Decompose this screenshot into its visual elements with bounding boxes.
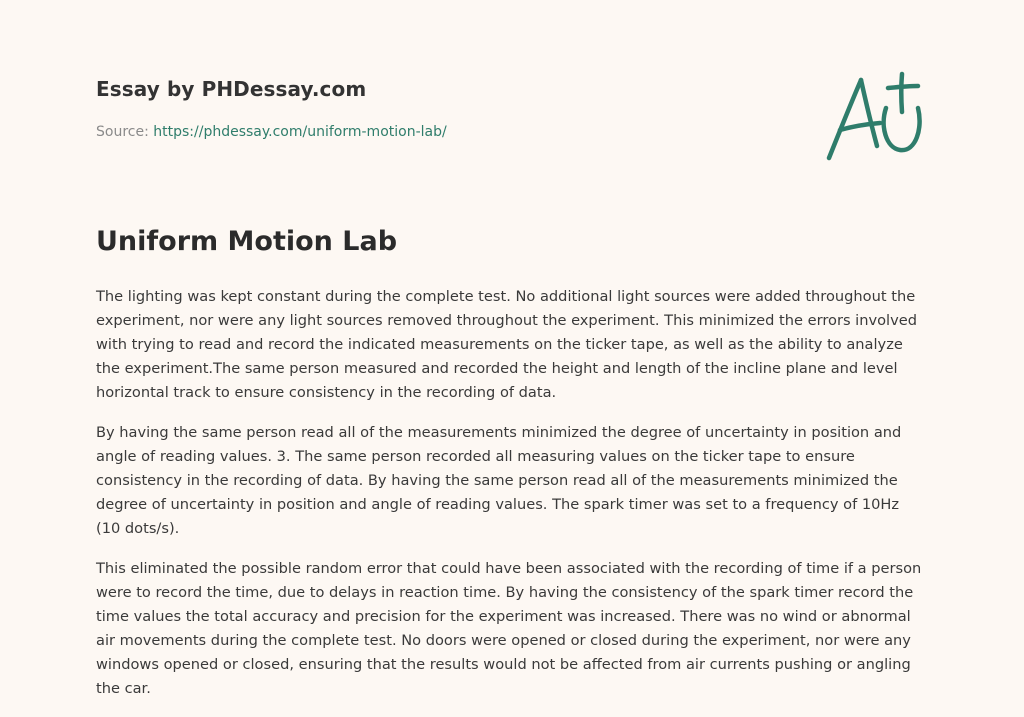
- source-label: Source:: [96, 124, 149, 140]
- essay-paragraph: By having the same person read all of the measurements minimized the degree of uncertainty in position and angle of reading values. 3. The same person recorded all measuring values on the ticker tape to ensure consistency in the recording of data. By having the same person read all of the measurements minimized the degree of uncertainty in position and angle of reading values. The spark timer was set to a frequency of 10Hz (10 dots/s).: [96, 424, 902, 537]
- source-link[interactable]: https://phdessay.com/uniform-motion-lab/: [153, 124, 447, 140]
- a-plus-grade-icon: [824, 68, 928, 164]
- essay-title: Uniform Motion Lab: [96, 226, 398, 257]
- source-line: [96, 124, 447, 140]
- site-title: Essay by PHDessay.com: [96, 77, 367, 101]
- essay-body: [96, 285, 926, 717]
- essay-paragraph: The lighting was kept constant during the complete test. No additional light sources were added throughout the experiment, nor were any light sources removed throughout the experiment. This minimized the errors involved with trying to read and record the indicated measurements on the ticker tape, as well as the ability to analyze the experiment.The same person measured and recorded the height and length of the incline plane and level horizontal track to ensure consistency in the recording of data.: [96, 288, 917, 401]
- essay-paragraph: This eliminated the possible random error that could have been associated with the recording of time if a person were to record the time, due to delays in reaction time. By having the consistency of the spark timer record the time values the total accuracy and precision for the experiment was increased. There was no wind or abnormal air movements during the complete test. No doors were opened or closed during the experiment, nor were any windows opened or closed, ensuring that the results would not be affected from air currents pushing or angling the car.: [96, 560, 922, 697]
